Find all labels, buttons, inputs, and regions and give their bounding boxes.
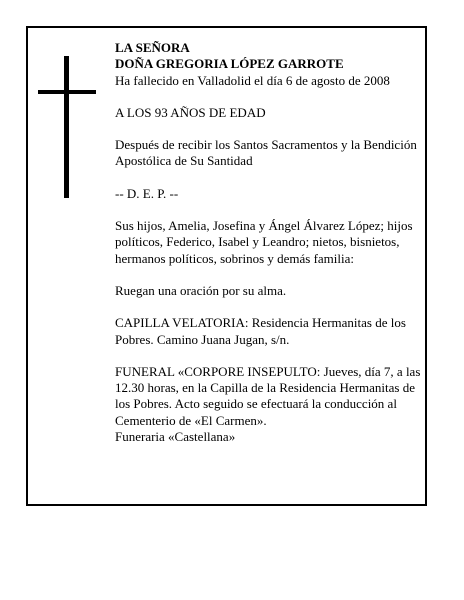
chapel-info: CAPILLA VELATORIA: Residencia Hermanitas de los Pobres. Camino Juana Jugan, s/n. [115,315,406,347]
cross-icon [38,56,96,198]
death-statement: Ha fallecido en Valladolid el día 6 de agosto de 2008 [115,72,390,88]
age-statement: A LOS 93 AÑOS DE EDAD [115,104,266,120]
rest-in-peace: -- D. E. P. -- [115,185,179,201]
cross-horizontal-bar [38,90,96,94]
funeral-info: FUNERAL «CORPORE INSEPULTO: Jueves, día 7, a las 12.30 horas, en la Capilla de la Residencia Hermanitas de los Pobres. Acto seguido se efectuará la conducción al Cementerio de «El Carmen». [115,363,421,428]
family-statement: Sus hijos, Amelia, Josefina y Ángel Álvarez López; hijos políticos, Federico, Isabel y Leandro; nietos, bisnietos, hermanos políticos, sobrinos y demás familia: [115,218,413,266]
notice-content [115,40,427,445]
deceased-name: DOÑA GREGORIA LÓPEZ GARROTE [115,56,344,72]
sacraments-statement: Después de recibir los Santos Sacramentos y la Bendición Apostólica de Su Santidad [115,137,417,169]
obituary-notice [26,26,427,506]
funeral-home: Funeraria «Castellana» [115,429,236,445]
prayer-request: Ruegan una oración por su alma. [115,282,287,298]
cross-vertical-bar [64,56,69,198]
notice-title-line1: LA SEÑORA [115,40,190,55]
